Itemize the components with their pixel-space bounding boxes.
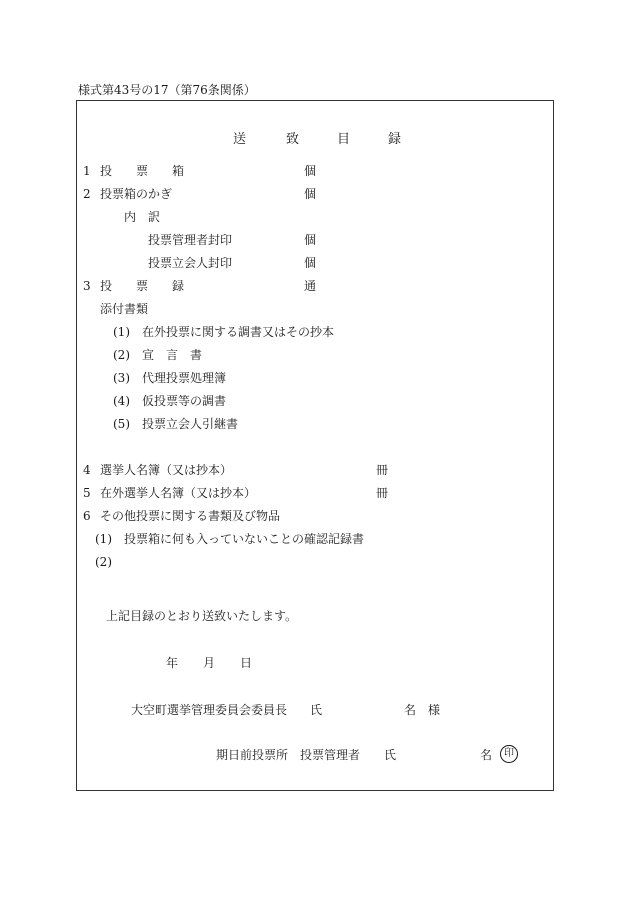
item-2-number: 2 (83, 187, 91, 201)
item-3-char-1: 投 (100, 279, 113, 293)
item-3-unit: 通 (304, 279, 317, 293)
item-4-label: 選挙人名簿（又は抄本） (100, 463, 233, 477)
date-day: 日 (240, 656, 253, 670)
item-6-sub-1-number: (1) (95, 532, 112, 546)
statement: 上記目録のとおり送致いたします。 (106, 609, 298, 623)
item-6-sub-2-number: (2) (95, 555, 112, 569)
item-1-char-1: 投 (100, 164, 113, 178)
item-1-char-2: 票 (136, 164, 149, 178)
item-5-label: 在外選挙人名簿（又は抄本） (100, 486, 257, 500)
seal-icon: 印 (500, 745, 518, 763)
item-5-unit: 冊 (376, 486, 389, 500)
item-2-label: 投票箱のかぎ (100, 187, 173, 201)
addressee-org: 大空町選挙管理委員会委員長 (131, 703, 288, 717)
item-5-number: 5 (83, 486, 91, 500)
item-4-number: 4 (83, 463, 91, 477)
item-6-number: 6 (83, 509, 91, 523)
doc-4-label: 仮投票等の調書 (142, 394, 227, 408)
title-char-3: 目 (337, 132, 351, 147)
seal-witness-label: 投票立会人封印 (148, 256, 233, 270)
date-year: 年 (166, 656, 179, 670)
item-3-char-2: 票 (136, 279, 149, 293)
seal-admin-unit: 個 (304, 233, 317, 247)
item-3-char-3: 録 (172, 279, 185, 293)
item-6-label: その他投票に関する書類及び物品 (100, 509, 281, 523)
sender-mei: 名 (480, 748, 493, 762)
seal-admin-label: 投票管理者封印 (148, 233, 233, 247)
sender-shi: 氏 (384, 748, 397, 762)
doc-2-number: (2) (113, 348, 130, 362)
doc-1-number: (1) (113, 325, 130, 339)
form-number: 様式第43号の17（第76条関係） (78, 83, 256, 97)
date-month: 月 (203, 656, 216, 670)
doc-4-number: (4) (113, 394, 130, 408)
doc-3-number: (3) (113, 371, 130, 385)
form-frame (76, 100, 554, 791)
doc-1-label: 在外投票に関する調書又はその抄本 (142, 325, 335, 339)
addressee-shi: 氏 (310, 703, 323, 717)
doc-5-label: 投票立会人引継書 (142, 417, 239, 431)
doc-5-number: (5) (113, 417, 130, 431)
title-char-2: 致 (286, 132, 300, 147)
doc-3-label: 代理投票処理簿 (142, 371, 227, 385)
sender-role: 投票管理者 (300, 748, 361, 762)
breakdown-char-1: 内 (124, 210, 137, 224)
breakdown-char-2: 訳 (148, 210, 161, 224)
title-char-1: 送 (233, 132, 247, 147)
item-1-unit: 個 (304, 164, 317, 178)
item-1-char-3: 箱 (172, 164, 185, 178)
sender-place: 期日前投票所 (216, 748, 289, 762)
item-4-unit: 冊 (376, 463, 389, 477)
item-2-unit: 個 (304, 187, 317, 201)
doc-2-label: 宣 言 書 (142, 348, 203, 362)
addressee-mei-sama: 名 様 (404, 703, 441, 717)
seal-witness-unit: 個 (304, 256, 317, 270)
title-char-4: 録 (388, 132, 402, 147)
attached-documents-heading: 添付書類 (100, 302, 149, 316)
item-1-number: 1 (83, 164, 91, 178)
item-3-number: 3 (83, 279, 91, 293)
item-6-sub-1-label: 投票箱に何も入っていないことの確認記録書 (124, 532, 365, 546)
